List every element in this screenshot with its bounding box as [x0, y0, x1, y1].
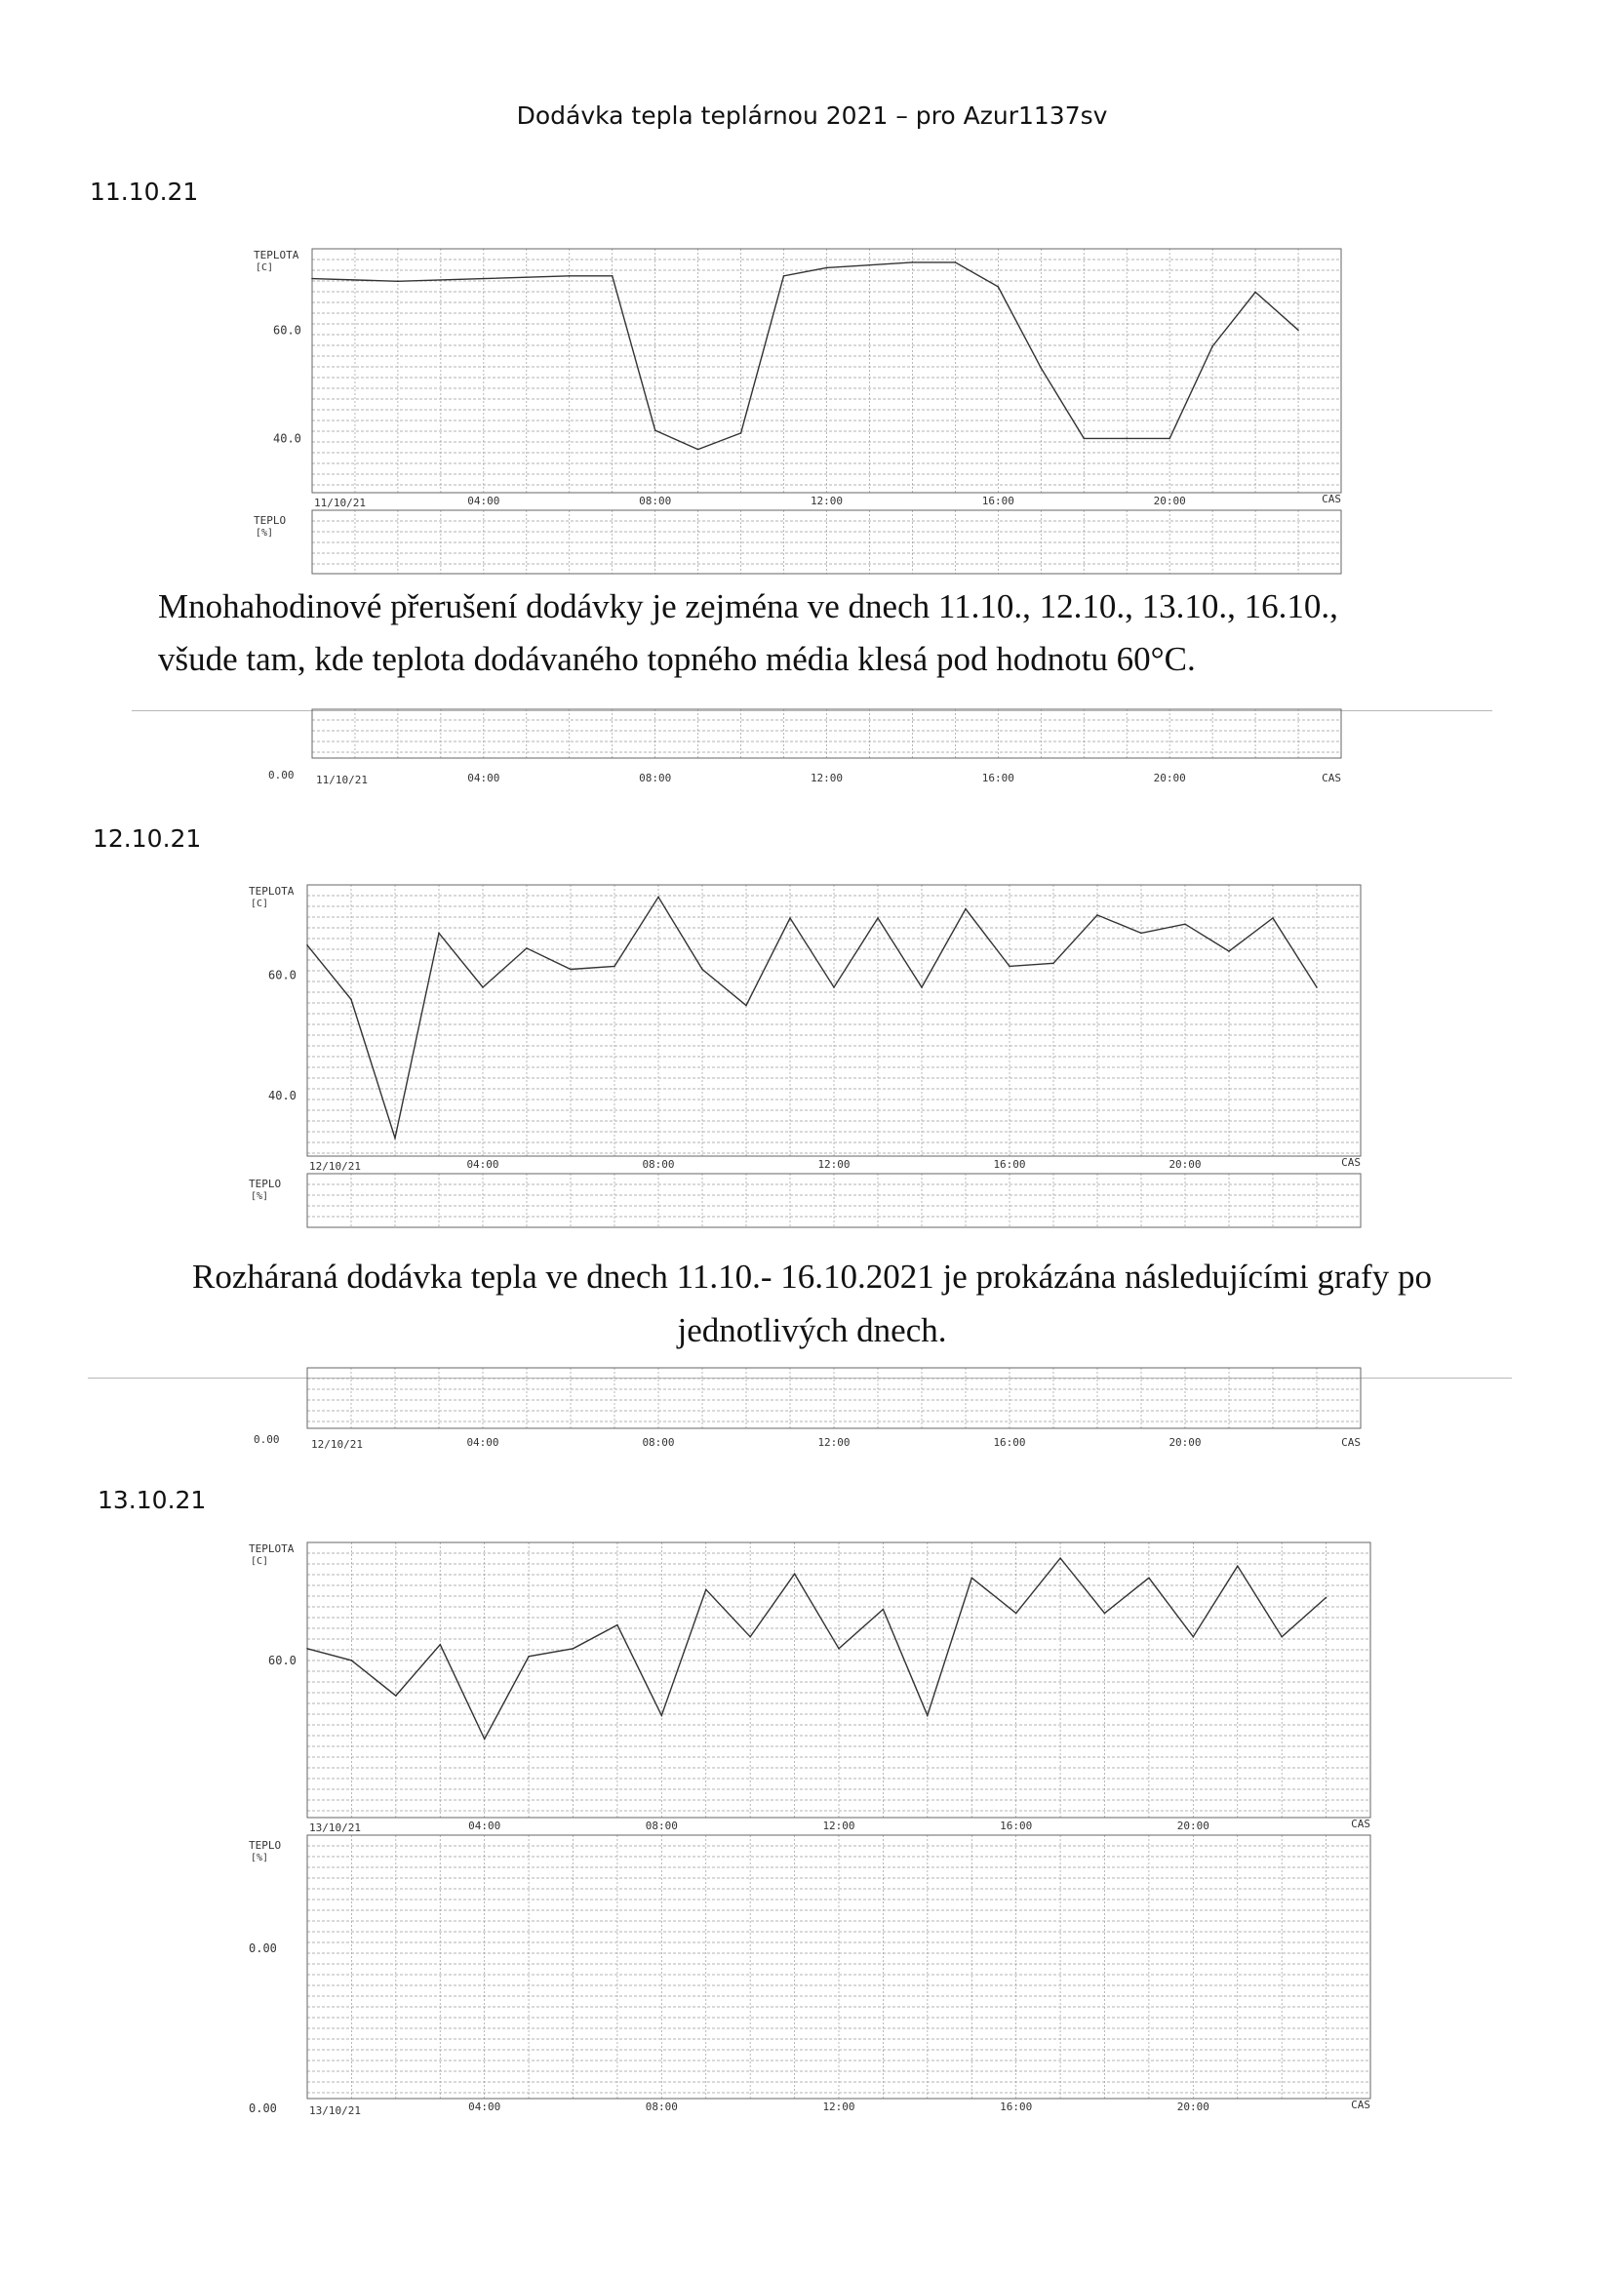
- temperature-point: [528, 1656, 530, 1658]
- y-tick-label: 60.0: [268, 968, 297, 982]
- temperature-point: [1140, 933, 1142, 935]
- temperature-point: [955, 261, 957, 263]
- temperature-point: [877, 917, 879, 919]
- temperature-point: [311, 278, 313, 280]
- temperature-point: [438, 933, 440, 935]
- temperature-point: [826, 267, 828, 269]
- temperature-point: [921, 986, 923, 988]
- temperature-point: [965, 908, 967, 910]
- y-tick-label: 60.0: [268, 1653, 297, 1667]
- temperature-point: [573, 1648, 574, 1650]
- note-irregular-line2: jednotlivých dnech.: [677, 1311, 947, 1349]
- footer-tick-label: 04:00: [467, 772, 500, 784]
- footer-zero-label: 0.00: [268, 769, 295, 781]
- temperature-point: [783, 275, 785, 277]
- temperature-point: [883, 1609, 885, 1611]
- footer-date-label: 12/10/21: [311, 1438, 363, 1451]
- chart-footer-11-10: [254, 707, 1356, 790]
- footer-cas-label: CAS: [1322, 772, 1341, 784]
- temperature-point: [616, 1624, 618, 1626]
- temperature-point: [745, 1005, 747, 1007]
- y-tick-label: 40.0: [268, 1089, 297, 1103]
- temperature-point: [439, 1644, 441, 1646]
- x-axis-title: CAS: [1322, 493, 1341, 505]
- temperature-chart-11-10: [254, 239, 1356, 571]
- temperature-point: [697, 449, 699, 451]
- temperature-point: [570, 969, 572, 971]
- note-interruption-line1: Mnohahodinové přerušení dodávky je zejména ve dnech 11.10., 12.10., 13.10., 16.10.,: [158, 587, 1338, 625]
- temperature-point: [749, 1636, 751, 1638]
- temperature-point: [1148, 1577, 1150, 1579]
- temperature-point: [1184, 923, 1186, 925]
- note-interruption-line2: všude tam, kde teplota dodávaného topného média klesá pod hodnotu 60°C.: [158, 640, 1196, 678]
- footer-tick-label: 16:00: [981, 772, 1014, 784]
- footer-tick-label: 04:00: [466, 1436, 499, 1449]
- temperature-chart-13-10: [249, 1537, 1370, 2117]
- temperature-point: [569, 275, 571, 277]
- x-tick-label: 04:00: [467, 495, 500, 507]
- y-tick-label: 40.0: [273, 431, 301, 446]
- temperature-point: [1168, 438, 1170, 440]
- x-tick-label: 08:00: [645, 1820, 678, 1832]
- lower-y-tick-label: 0.00: [249, 2101, 277, 2115]
- lower-x-tick-label: 20:00: [1176, 2101, 1209, 2113]
- lower-axis-unit: [%]: [251, 1191, 269, 1202]
- date-label-2: 12.10.21: [93, 824, 202, 853]
- y-axis-unit: [C]: [251, 899, 269, 909]
- temperature-point: [654, 429, 656, 431]
- temperature-point: [657, 897, 659, 899]
- temperature-point: [912, 261, 914, 263]
- lower-axis-unit: [%]: [256, 528, 274, 539]
- chart-footer-12-10: [249, 1366, 1370, 1454]
- lower-x-start-date-label: 13/10/21: [309, 2104, 361, 2117]
- temperature-point: [833, 986, 835, 988]
- x-tick-label: 08:00: [642, 1158, 675, 1171]
- x-tick-label: 20:00: [1168, 1158, 1202, 1171]
- y-axis-unit: [C]: [251, 1556, 269, 1567]
- lower-x-tick-label: 16:00: [1000, 2101, 1033, 2113]
- x-tick-label: 20:00: [1176, 1820, 1209, 1832]
- temperature-point: [306, 944, 308, 946]
- temperature-point: [484, 1739, 486, 1741]
- x-tick-label: 04:00: [466, 1158, 499, 1171]
- temperature-point: [1059, 1557, 1061, 1559]
- y-axis-title: TEPLOTA: [249, 885, 295, 898]
- note-irregular-line1: Rozháraná dodávka tepla ve dnech 11.10.- 16.10.2021 je prokázána následujícími grafy po: [192, 1258, 1432, 1296]
- x-tick-label: 08:00: [639, 495, 672, 507]
- temperature-point: [998, 286, 1000, 288]
- footer-zero-label: 0.00: [254, 1433, 280, 1446]
- footer-tick-label: 16:00: [993, 1436, 1026, 1449]
- temperature-point: [351, 1660, 353, 1661]
- temperature-point: [1237, 1565, 1239, 1567]
- temperature-point: [789, 917, 791, 919]
- temperature-point: [1009, 966, 1010, 968]
- x-start-date-label: 11/10/21: [314, 497, 366, 509]
- temperature-point: [1193, 1636, 1195, 1638]
- date-label-1: 11.10.21: [90, 178, 199, 206]
- temperature-point: [1083, 438, 1085, 440]
- temperature-point: [1096, 914, 1098, 916]
- temperature-point: [869, 264, 871, 266]
- temperature-point: [526, 947, 528, 949]
- x-start-date-label: 12/10/21: [309, 1160, 361, 1173]
- temperature-point: [614, 966, 615, 968]
- x-tick-label: 12:00: [822, 1820, 855, 1832]
- x-tick-label: 16:00: [1000, 1820, 1033, 1832]
- temperature-point: [705, 1589, 707, 1591]
- temperature-point: [482, 986, 484, 988]
- lower-axis-title: TEPLO: [249, 1178, 282, 1190]
- y-axis-title: TEPLOTA: [249, 1542, 295, 1555]
- x-axis-title: CAS: [1341, 1156, 1361, 1169]
- footer-tick-label: 12:00: [817, 1436, 851, 1449]
- lower-axis-title: TEPLO: [254, 514, 287, 527]
- temperature-point: [1272, 917, 1274, 919]
- temperature-point: [612, 275, 614, 277]
- temperature-point: [1040, 367, 1042, 369]
- footer-tick-label: 08:00: [639, 772, 672, 784]
- temperature-series-line: [307, 897, 1317, 1138]
- temperature-point: [661, 1714, 663, 1716]
- x-start-date-label: 13/10/21: [309, 1821, 361, 1834]
- temperature-point: [1228, 950, 1230, 952]
- lower-x-tick-label: 08:00: [645, 2101, 678, 2113]
- temperature-point: [1126, 438, 1128, 440]
- temperature-point: [1211, 345, 1213, 347]
- temperature-point: [306, 1648, 308, 1650]
- temperature-point: [838, 1648, 840, 1650]
- temperature-point: [350, 999, 352, 1001]
- lower-x-tick-label: 04:00: [468, 2101, 501, 2113]
- temperature-point: [394, 1138, 396, 1140]
- date-label-3: 13.10.21: [98, 1486, 207, 1514]
- temperature-point: [1281, 1636, 1283, 1638]
- lower-axis-unit: [%]: [251, 1853, 269, 1863]
- temperature-chart-12-10: [249, 883, 1370, 1215]
- x-tick-label: 12:00: [810, 495, 844, 507]
- footer-tick-label: 12:00: [810, 772, 844, 784]
- lower-y-tick-label: 0.00: [249, 1941, 277, 1955]
- temperature-point: [740, 432, 742, 434]
- x-axis-title: CAS: [1351, 1818, 1370, 1830]
- y-tick-label: 60.0: [273, 323, 301, 338]
- lower-x-axis-title: CAS: [1351, 2099, 1370, 2111]
- x-tick-label: 16:00: [993, 1158, 1026, 1171]
- footer-tick-label: 08:00: [642, 1436, 675, 1449]
- footer-tick-label: 20:00: [1168, 1436, 1202, 1449]
- lower-axis-title: TEPLO: [249, 1839, 282, 1852]
- temperature-point: [395, 1695, 397, 1697]
- temperature-point: [794, 1573, 796, 1575]
- page-title: Dodávka tepla teplárnou 2021 – pro Azur1137sv: [516, 101, 1108, 130]
- temperature-point: [1254, 292, 1256, 294]
- y-axis-title: TEPLOTA: [254, 249, 299, 261]
- temperature-point: [1015, 1613, 1017, 1615]
- temperature-point: [483, 278, 485, 280]
- temperature-point: [970, 1577, 972, 1579]
- footer-cas-label: CAS: [1341, 1436, 1361, 1449]
- temperature-point: [927, 1714, 929, 1716]
- x-tick-label: 12:00: [817, 1158, 851, 1171]
- x-tick-label: 04:00: [468, 1820, 501, 1832]
- y-axis-unit: [C]: [256, 262, 274, 273]
- temperature-point: [1052, 963, 1054, 965]
- temperature-point: [701, 969, 703, 971]
- lower-x-tick-label: 12:00: [822, 2101, 855, 2113]
- temperature-point: [1316, 986, 1318, 988]
- footer-tick-label: 20:00: [1153, 772, 1186, 784]
- temperature-point: [1104, 1613, 1106, 1615]
- footer-date-label: 11/10/21: [316, 774, 368, 786]
- temperature-point: [1297, 330, 1299, 332]
- x-tick-label: 20:00: [1153, 495, 1186, 507]
- temperature-point: [397, 281, 399, 283]
- x-tick-label: 16:00: [981, 495, 1014, 507]
- temperature-point: [1326, 1597, 1327, 1599]
